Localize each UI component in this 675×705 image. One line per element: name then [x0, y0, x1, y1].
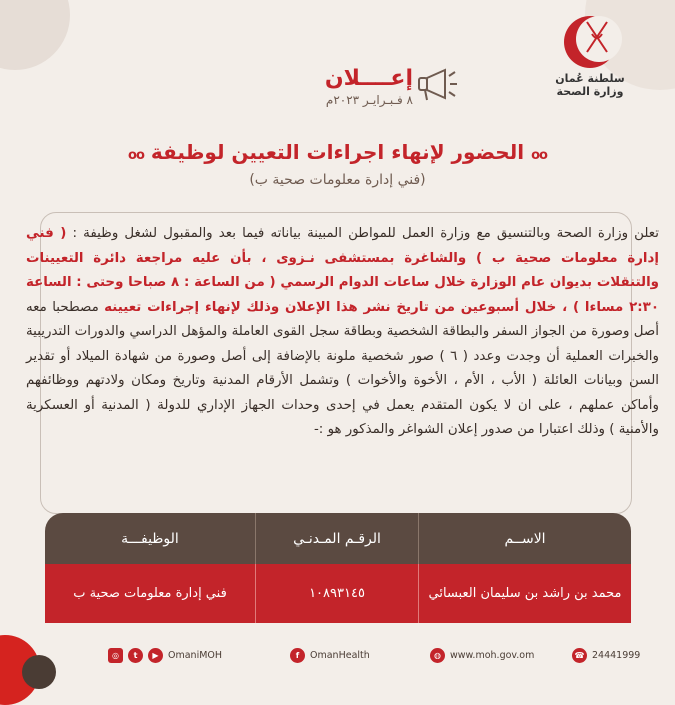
footer-social[interactable] — [108, 648, 222, 663]
social-handle[interactable]: OmaniMOH — [168, 650, 223, 661]
phone-number[interactable]: 24441999 — [592, 650, 641, 661]
job-subtitle: (فني إدارة معلومات صحية ب) — [249, 172, 426, 188]
footer-phone[interactable] — [572, 648, 640, 663]
headline-dots-right: oo — [531, 148, 547, 163]
headline-dots-left: oo — [128, 148, 144, 163]
cell-civil-number: ١٠٨٩٣١٤٥ — [256, 564, 419, 623]
logo-line-country: سلطنة عُمان — [555, 72, 625, 85]
footer — [0, 648, 675, 668]
megaphone-icon — [415, 66, 459, 110]
footer-facebook[interactable] — [290, 648, 370, 663]
cell-job: فني إدارة معلومات صحية ب — [45, 564, 256, 623]
announcement-date: ٨ فـبـرايـر ٢٠٢٣م — [325, 93, 413, 107]
announcement-title: إعــــلان — [324, 66, 413, 91]
logo-line-ministry: وزارة الصحة — [556, 85, 624, 98]
instagram-icon[interactable]: ◎ — [108, 648, 123, 663]
headline — [0, 140, 675, 164]
twitter-icon[interactable]: t — [128, 648, 143, 663]
header-job: الوظيفـــة — [45, 513, 256, 564]
crescent-emblem-icon — [557, 12, 623, 70]
announcement-body — [26, 222, 659, 443]
body-highlight: ( فني إدارة معلومات صحية ب ) والشاغرة بمستشفى نـزوى ، بأن عليه مراجعة دائرة التعيينات والتنقلات بديوان عام الوزارة خلال ساعات الدوام الرسمي ( من الساعة : ٨ صباحا وحتى : الساعة ٢:٣٠ مساءا ) ، خلال أسبوعين من تاريخ نشر هذا الإعلان وذلك لإنهاء إجراءات تعيينه — [26, 226, 659, 315]
facebook-handle[interactable]: OmanHealth — [310, 650, 370, 661]
phone-icon[interactable]: ☎ — [572, 648, 587, 663]
header-civil-number: الرقـم المـدنـي — [256, 513, 419, 564]
body-requirements: مصطحبا معه أصل وصورة من الجواز السفر والبطاقة الشخصية وبطاقة سجل القوى العاملة والمؤهل الدراسي والدورات التدريبية والخبرات العملية أن وجدت وعدد ( ٦ ) صور شخصية ملونة بالإضافة إلى أصل وصورة من شهادة الميلاد أو تقدير السن وبيانات العائلة ( الأب ، الأم ، الأخوة والأخوات ) وتشمل الأرقام المدنية وتاريخ ومكان ولادتهم ووظائفهم وأماكن عملهم ، على ان لا يكون المتقدم يعمل في إحدى وحدات الجهاز الإداري للدولة ( المدنية أو العسكرية والأمنية ) وذلك اعتبارا من صدور إعلان الشواغر والمذكور هو :- — [26, 299, 659, 437]
globe-icon[interactable]: ◍ — [430, 648, 445, 663]
cell-name: محمد بن راشد بن سليمان العبسائي — [419, 564, 632, 623]
candidate-table — [45, 513, 631, 623]
ministry-logo — [545, 12, 635, 98]
announcement-block — [325, 66, 413, 107]
body-intro: تعلن وزارة الصحة وبالتنسيق مع وزارة العمل للمواطن المبينة بياناته فيما بعد والمقبول لشغل وظيفة : — [66, 226, 659, 241]
header-name: الاســم — [419, 513, 632, 564]
headline-text: الحضور لإنهاء اجراءات التعيين لوظيفة — [150, 140, 525, 164]
website-url[interactable]: www.moh.gov.om — [450, 650, 535, 661]
facebook-icon[interactable]: f — [290, 648, 305, 663]
youtube-icon[interactable]: ▶ — [148, 648, 163, 663]
footer-website[interactable] — [430, 648, 534, 663]
table-header-row — [45, 513, 631, 564]
decor-circle-top-left — [0, 0, 70, 70]
table-row — [45, 564, 631, 623]
